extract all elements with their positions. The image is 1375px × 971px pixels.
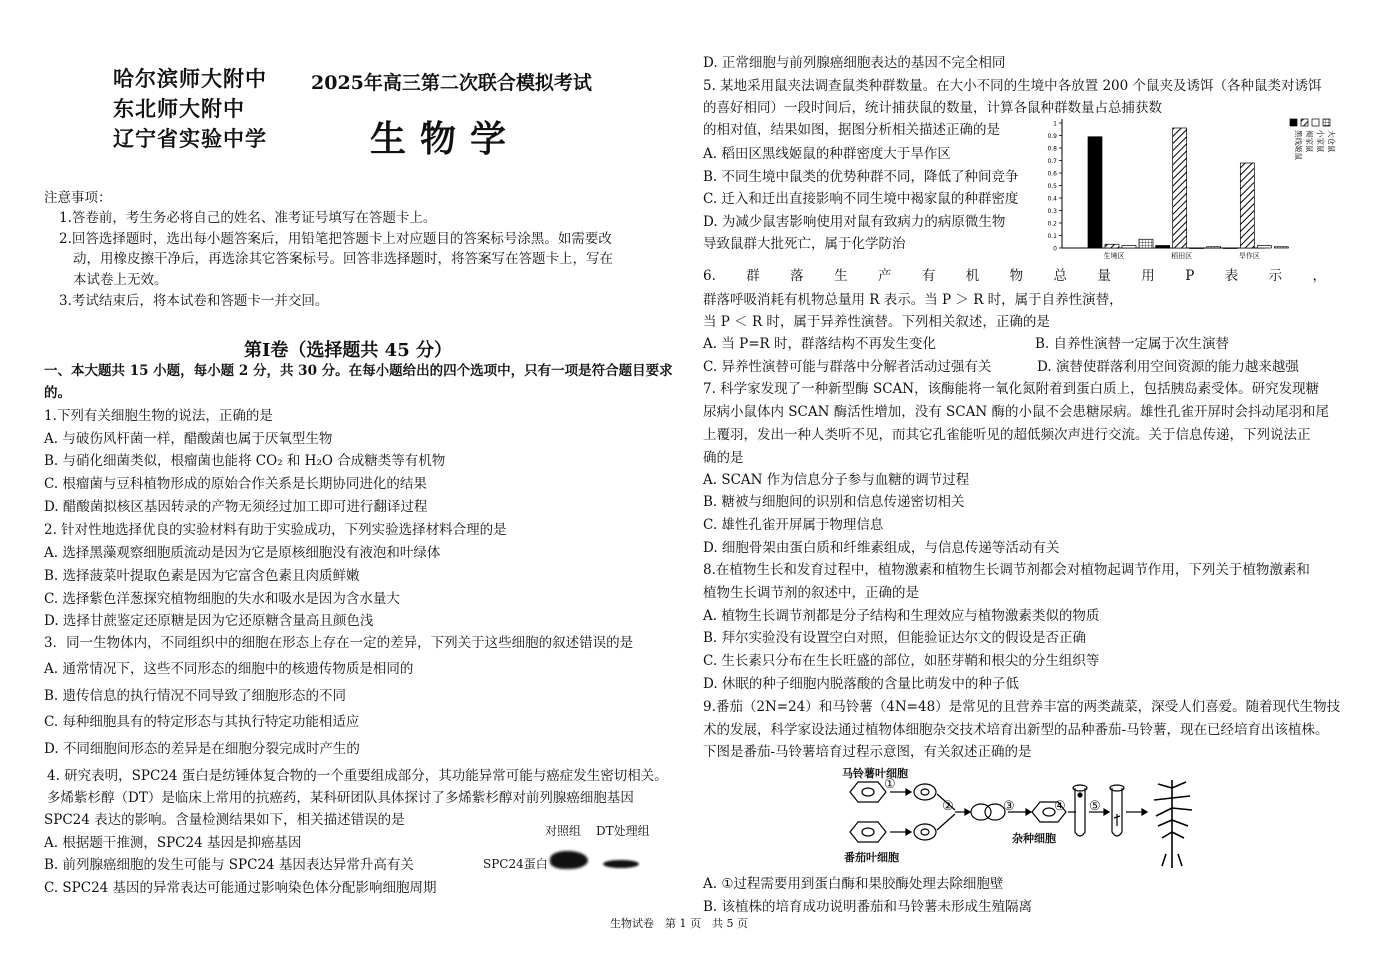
bar-黑线姬鼠 bbox=[1223, 248, 1237, 249]
bar-小家鼠 bbox=[1190, 248, 1204, 249]
notice-item: 2.回答选择题时，选出每小题答案后，用铅笔把答题卡上对应题目的答案标号涂黑。如需要改 bbox=[59, 231, 612, 247]
option[interactable]: A. SCAN 作为信息分子参与血糖的调节过程 bbox=[703, 472, 970, 488]
hybrid-cell-icon bbox=[1032, 802, 1066, 822]
option[interactable]: C. 生长素只分布在生长旺盛的部位，如胚芽鞘和根尖的分生组织等 bbox=[703, 653, 1100, 669]
option[interactable]: D. 醋酸菌拟核区基因转录的产物无须经过加工即可进行翻译过程 bbox=[44, 499, 428, 515]
option[interactable]: A. ①过程需要用到蛋白酶和果胶酶处理去除细胞壁 bbox=[703, 876, 1004, 892]
notice-item: 1.答卷前，考生务必将自己的姓名、准考证号填写在答题卡上。 bbox=[59, 210, 437, 226]
question-stem: 的喜好相同）一段时间后，统计捕获鼠的数量，计算各鼠种群数量占总捕获数 bbox=[703, 100, 1162, 116]
notice-item: 动，用橡皮擦干净后，再选涂其它答案标号。回答非选择题时，将答案写在答题卡上，写在 bbox=[73, 251, 613, 267]
bar-小家鼠 bbox=[1122, 246, 1136, 249]
y-tick-label: 0.2 bbox=[1047, 220, 1057, 228]
question-stem: 的相对值，结果如图，据图分析相关描述正确的是 bbox=[703, 122, 1000, 138]
bar-小家鼠 bbox=[1257, 246, 1271, 249]
question-stem: 3．同一生物体内，不同组织中的细胞在形态上存在一定的差异，下列关于这些细胞的叙述错误的是 bbox=[44, 635, 634, 651]
notice-title: 注意事项： bbox=[44, 190, 112, 206]
legend-swatch bbox=[1290, 119, 1297, 126]
school-list bbox=[113, 64, 267, 154]
option[interactable]: C. 选择紫色洋葱探究植物细胞的失水和吸水是因为含水量大 bbox=[44, 591, 400, 607]
x-tick-label: 稻田区 bbox=[1171, 252, 1193, 260]
y-tick-label: 0.8 bbox=[1047, 145, 1057, 153]
potato-protoplast-icon bbox=[914, 784, 936, 800]
rodent-bar-chart bbox=[1040, 113, 1340, 263]
blot-band-dt bbox=[603, 860, 639, 868]
step-5: ⑤ bbox=[1089, 799, 1101, 814]
school-name: 哈尔滨师大附中 bbox=[113, 66, 267, 91]
school-name: 辽宁省实验中学 bbox=[113, 126, 267, 151]
option[interactable]: C. 异养性演替可能与群落中分解者活动过强有关 bbox=[703, 359, 992, 375]
exam-title: 2025年高三第二次联合模拟考试 bbox=[311, 72, 592, 94]
question-stem: 尿病小鼠体内 SCAN 酶活性增加，没有 SCAN 酶的小鼠不会患糖尿病。雄性孔雀开屏时会抖动尾羽和尾 bbox=[703, 404, 1329, 420]
option[interactable]: D. 为减少鼠害影响使用对鼠有致病力的病原微生物 bbox=[703, 214, 1006, 230]
option[interactable]: B. 与硝化细菌类似，根瘤菌也能将 CO₂ 和 H₂O 合成糖类等有机物 bbox=[44, 453, 446, 469]
stem-char: 物 bbox=[1009, 268, 1024, 284]
option[interactable]: A. 当 P=R 时，群落结构不再发生变化 bbox=[703, 336, 936, 352]
question-stem: 群落呼吸消耗有机物总量用 R 表示。当 P ＞ R 时，属于自养性演替， bbox=[703, 292, 1123, 308]
legend-label: 黑线姬鼠 bbox=[1294, 130, 1303, 160]
stem-char: ， bbox=[1312, 268, 1326, 284]
y-tick-label: 1 bbox=[1053, 120, 1057, 128]
y-tick-label: 0.4 bbox=[1047, 195, 1057, 203]
option[interactable]: C. 根瘤菌与豆科植物形成的原始合作关系是长期协同进化的结果 bbox=[44, 476, 427, 492]
step-3: ③ bbox=[1003, 799, 1015, 814]
bar-黑线姬鼠 bbox=[1088, 137, 1102, 248]
bar-褐家鼠 bbox=[1173, 128, 1187, 248]
legend-label: 褐家鼠 bbox=[1305, 130, 1314, 153]
question-stem: 7. 科学家发现了一种新型酶 SCAN，该酶能将一氧化氮附着到蛋白质上，包括胰岛素受体。研究发现糖 bbox=[703, 381, 1320, 397]
question-stem: 确的是 bbox=[703, 450, 744, 466]
notice-item: 本试卷上无效。 bbox=[73, 272, 168, 288]
hybrid-cell-label: 杂种细胞 bbox=[1012, 832, 1056, 845]
legend-label: 小家鼠 bbox=[1316, 130, 1325, 153]
option[interactable]: B. 不同生境中鼠类的优势种群不同，降低了种间竞争 bbox=[703, 169, 1019, 185]
stem-char: 表 bbox=[1224, 268, 1239, 284]
page-footer: 生物试卷 第 1 页 共 5 页 bbox=[610, 917, 748, 930]
question-stem: 上覆羽，发出一种人类听不见，而其它孔雀能听见的超低频次声进行交流。关于信息传递，下列说法正 bbox=[703, 427, 1311, 443]
legend-swatch bbox=[1323, 119, 1330, 126]
y-tick-label: 0 bbox=[1053, 245, 1057, 253]
option[interactable]: B. 选择菠菜叶提取色素是因为它富含色素且肉质鲜嫩 bbox=[44, 568, 360, 584]
question-stem: 9.番茄（2N=24）和马铃薯（4N=48）是常见的且营养丰富的两类蔬菜，深受人们喜爱。随着现代生物技 bbox=[703, 699, 1341, 715]
y-tick-label: 0.3 bbox=[1047, 208, 1057, 215]
question-stem bbox=[703, 265, 1326, 287]
option[interactable]: B. 拜尔实验没有设置空白对照，但能验证达尔文的假设是否正确 bbox=[703, 630, 1087, 646]
option[interactable]: B. 自养性演替一定属于次生演替 bbox=[1035, 336, 1230, 352]
bar-褐家鼠 bbox=[1240, 163, 1254, 248]
question-stem: 2. 针对性地选择优良的实验材料有助于实验成功，下列实验选择材料合理的是 bbox=[44, 522, 507, 538]
stem-char: P bbox=[1185, 268, 1195, 284]
option-continuation: 导致鼠群大批死亡，属于化学防治 bbox=[703, 236, 906, 252]
option[interactable]: D. 不同细胞间形态的差异是在细胞分裂完成时产生的 bbox=[44, 741, 360, 757]
stem-char: 总 bbox=[1053, 268, 1068, 284]
y-tick-label: 0.6 bbox=[1047, 170, 1057, 178]
part-instruction: 一、本大题共 15 小题，每小题 2 分，共 30 分。在每小题给出的四个选项中，只有一项是符合题目要求 bbox=[44, 363, 673, 379]
subject-title: 生物学 bbox=[370, 118, 521, 160]
bar-大仓鼠 bbox=[1274, 247, 1288, 248]
question-stem: 植物生长调节剂的叙述中，正确的是 bbox=[703, 585, 919, 601]
question-stem: 1.下列有关细胞生物的说法，正确的是 bbox=[44, 408, 273, 424]
stem-char: 有 bbox=[921, 268, 936, 284]
stem-char: 落 bbox=[790, 268, 804, 284]
potato-cell-icon bbox=[850, 782, 886, 802]
stem-char: 群 bbox=[746, 268, 760, 284]
y-tick-label: 0.5 bbox=[1047, 183, 1057, 190]
option[interactable]: A. 根据题干推测，SPC24 基因是抑癌基因 bbox=[44, 835, 302, 851]
legend-label: 大仓鼠 bbox=[1327, 130, 1336, 153]
y-tick-label: 0.1 bbox=[1047, 233, 1057, 240]
option[interactable]: C. SPC24 基因的异常表达可能通过影响染色体分配影响细胞周期 bbox=[44, 880, 437, 896]
bar-黑线姬鼠 bbox=[1156, 246, 1170, 249]
potato-cell-label: 马铃薯叶细胞 bbox=[842, 767, 908, 780]
step-4: ④ bbox=[1054, 799, 1066, 814]
tomato-cell-icon bbox=[850, 822, 886, 842]
blot-band-control bbox=[550, 851, 588, 869]
stem-char: 产 bbox=[877, 268, 892, 284]
option[interactable]: B. 前列腺癌细胞的发生可能与 SPC24 基因表达异常升高有关 bbox=[44, 857, 414, 873]
hybrid-plant-icon bbox=[1154, 780, 1192, 868]
blot-label-dt: DT处理组 bbox=[596, 824, 650, 838]
question-stem: 多烯紫杉醇（DT）是临床上常用的抗癌药，某科研团队具体探讨了多烯紫杉醇对前列腺癌细胞基因 bbox=[47, 790, 634, 806]
option[interactable]: D. 演替使群落利用空间资源的能力越来越强 bbox=[1037, 359, 1299, 375]
part-instruction: 的。 bbox=[44, 385, 71, 401]
question-stem: 术的发展，科学家设法通过植物体细胞杂交技术培育出新型的品种番茄-马铃薯，现在已经培育出该植株。 bbox=[703, 722, 1329, 738]
stem-char: 机 bbox=[965, 268, 980, 284]
bar-大仓鼠 bbox=[1139, 239, 1153, 248]
bar-大仓鼠 bbox=[1207, 247, 1221, 248]
question-stem: 5. 某地采用鼠夹法调查鼠类种群数量。在大小不同的生境中各放置 200 个鼠夹及诱饵（各种鼠类对诱饵 bbox=[703, 78, 1322, 94]
option[interactable]: A. 植物生长调节剂都是分子结构和生理效应与植物激素类似的物质 bbox=[703, 608, 1100, 624]
question-stem: SPC24 表达的影响。含量检测结果如下，相关描述错误的是 bbox=[44, 812, 405, 828]
stem-char: 生 bbox=[834, 268, 848, 284]
question-stem: 当 P ＜ R 时，属于异养性演替。下列相关叙述，正确的是 bbox=[703, 314, 1050, 330]
x-tick-label: 旱作区 bbox=[1238, 252, 1260, 260]
fusion-diagram bbox=[840, 770, 1200, 870]
step-2: ② bbox=[942, 799, 954, 814]
option[interactable]: C. 雄性孔雀开屏属于物理信息 bbox=[703, 517, 884, 533]
question-stem: 4. 研究表明，SPC24 蛋白是纺锤体复合物的一个重要组成部分，其功能异常可能与癌症发生密切相关。 bbox=[47, 768, 668, 784]
option[interactable]: D. 正常细胞与前列腺癌细胞表达的基因不完全相同 bbox=[703, 55, 1006, 71]
option[interactable]: D. 选择甘蔗鉴定还原糖是因为它还原糖含量高且颜色浅 bbox=[44, 613, 374, 629]
y-tick-label: 0.7 bbox=[1047, 158, 1057, 165]
option[interactable]: A. 稻田区黑线姬鼠的种群密度大于旱作区 bbox=[703, 146, 951, 162]
question-stem: 8.在植物生长和发育过程中，植物激素和植物生长调节剂都会对植物起调节作用，下列关于植物激素和 bbox=[703, 562, 1310, 578]
legend-swatch bbox=[1301, 119, 1308, 126]
option[interactable]: D. 细胞骨架由蛋白质和纤维素组成，与信息传递等活动有关 bbox=[703, 540, 1060, 556]
option[interactable]: A. 通常情况下，这些不同形态的细胞中的核遗传物质是相同的 bbox=[44, 661, 414, 677]
stem-char: 示 bbox=[1268, 268, 1283, 284]
option[interactable]: C. 每种细胞具有的特定形态与其执行特定功能相适应 bbox=[44, 714, 360, 730]
option[interactable]: D. 休眠的种子细胞内脱落酸的含量比萌发中的种子低 bbox=[703, 676, 1019, 692]
section-title: 第Ⅰ卷（选择题共 45 分） bbox=[244, 340, 453, 361]
culture-tube-icon bbox=[1112, 788, 1122, 836]
school-name: 东北师大附中 bbox=[113, 96, 245, 121]
option[interactable]: A. 与破伤风杆菌一样，醋酸菌也属于厌氧型生物 bbox=[44, 431, 333, 447]
stem-char: 6. bbox=[703, 268, 716, 284]
step-1: ① bbox=[884, 777, 896, 792]
stem-char: 用 bbox=[1141, 268, 1155, 284]
tomato-cell-label: 番茄叶细胞 bbox=[844, 851, 899, 864]
y-tick-label: 0.9 bbox=[1047, 133, 1057, 140]
option[interactable]: B. 该植株的培育成功说明番茄和马铃薯未形成生殖隔离 bbox=[703, 899, 1033, 915]
notice-item: 3.考试结束后，将本试卷和答题卡一并交回。 bbox=[59, 293, 329, 309]
option[interactable]: B. 糖被与细胞间的识别和信息传递密切相关 bbox=[703, 494, 965, 510]
bar-褐家鼠 bbox=[1105, 244, 1119, 248]
blot-label-protein: SPC24蛋白 bbox=[483, 857, 548, 871]
stem-char: 量 bbox=[1097, 268, 1111, 284]
option[interactable]: B. 遗传信息的执行情况不同导致了细胞形态的不同 bbox=[44, 688, 347, 704]
question-stem: 下图是番茄-马铃薯培育过程示意图，有关叙述正确的是 bbox=[703, 744, 1032, 760]
blot-label-control: 对照组 bbox=[545, 824, 582, 838]
x-tick-label: 生境区 bbox=[1103, 252, 1125, 260]
tomato-protoplast-icon bbox=[914, 824, 936, 840]
option[interactable]: A. 选择黑藻观察细胞质流动是因为它是原核细胞没有液泡和叶绿体 bbox=[44, 545, 441, 561]
legend-swatch bbox=[1312, 119, 1319, 126]
option[interactable]: C. 迁入和迁出直接影响不同生境中褐家鼠的种群密度 bbox=[703, 191, 1019, 207]
